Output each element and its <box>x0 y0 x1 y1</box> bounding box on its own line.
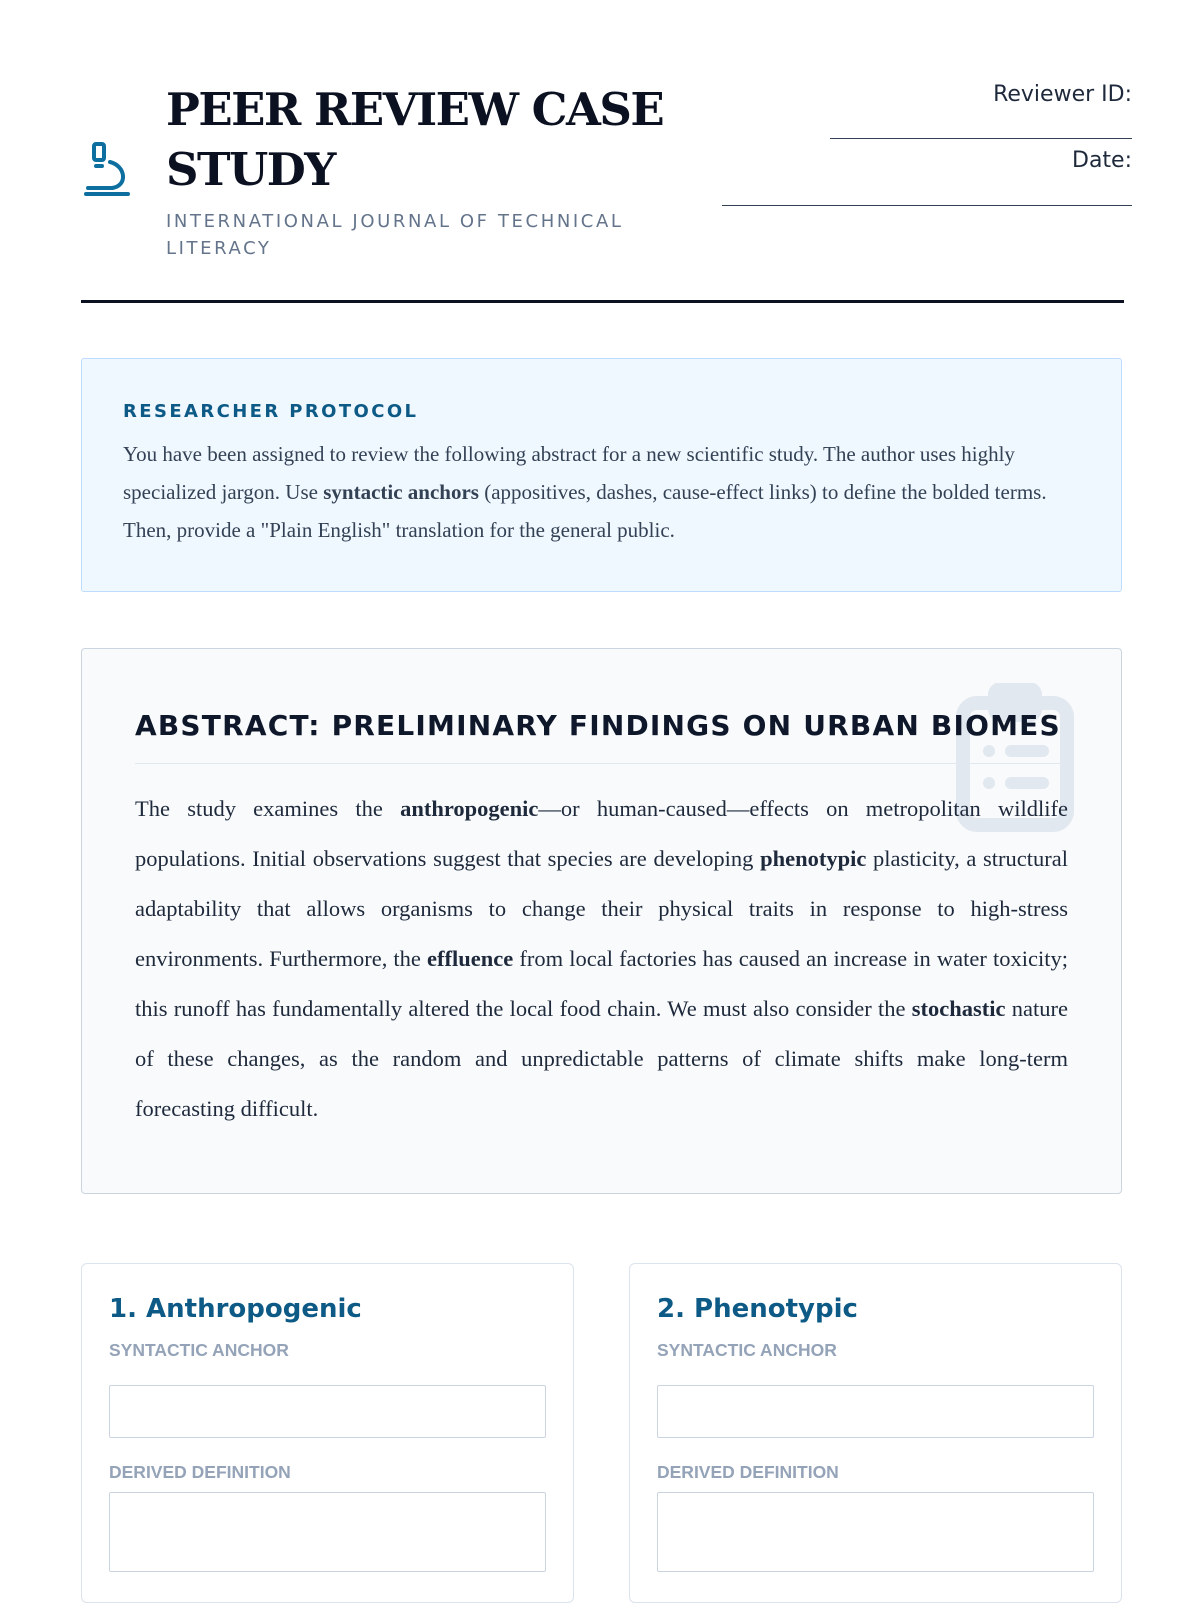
term-stochastic: stochastic <box>911 996 1006 1021</box>
term-anthropogenic: anthropogenic <box>400 796 539 821</box>
syntactic-anchor-label: SYNTACTIC ANCHOR <box>109 1340 289 1360</box>
date-label: Date: <box>1072 148 1132 173</box>
header-divider <box>81 300 1124 303</box>
term-card-anthropogenic <box>81 1263 574 1603</box>
term-card-phenotypic <box>629 1263 1122 1603</box>
abstract-box <box>81 648 1122 1194</box>
researcher-protocol-box <box>81 358 1122 592</box>
protocol-heading: RESEARCHER PROTOCOL <box>123 401 419 422</box>
reviewer-id-field[interactable] <box>830 138 1132 139</box>
syntactic-anchor-input[interactable] <box>657 1385 1094 1438</box>
syntactic-anchor-label: SYNTACTIC ANCHOR <box>657 1340 837 1360</box>
syntactic-anchor-input[interactable] <box>109 1385 546 1438</box>
reviewer-id-label: Reviewer ID: <box>993 82 1132 107</box>
card-title: 1. Anthropogenic <box>109 1294 362 1324</box>
microscope-icon <box>82 140 132 200</box>
card-title: 2. Phenotypic <box>657 1294 858 1324</box>
protocol-text: You have been assigned to review the following abstract for a new scientific study. The author uses highly specialized jargon. Use syntactic anchors (appositives, dashes, cause-effect links) to define the bolded terms. Then, provide a "Plain English" translation for the general public. <box>123 442 1047 542</box>
page-header <box>82 80 1132 302</box>
abstract-divider <box>135 763 1070 764</box>
derived-definition-label: DERIVED DEFINITION <box>109 1462 291 1482</box>
abstract-text: The study examines the anthropogenic—or human-caused—effects on metropolitan wildlife populations. Initial observations suggest that species are developing phenotypic plasticity, a structural adaptability that allows organisms to change their physical traits in response to high-stress environments. Furthermore, the effluence from local factories has caused an increase in water toxicity; this runoff has fundamentally altered the local food chain. We must also consider the stochastic nature of these changes, as the random and unpredictable patterns of climate shifts make long-term forecasting difficult. <box>135 796 1068 1121</box>
derived-definition-input[interactable] <box>109 1492 546 1572</box>
page-title: PEER REVIEW CASE STUDY <box>166 83 664 196</box>
date-field[interactable] <box>722 205 1132 206</box>
journal-subtitle: INTERNATIONAL JOURNAL OF TECHNICAL LITERACY <box>166 211 624 259</box>
derived-definition-label: DERIVED DEFINITION <box>657 1462 839 1482</box>
abstract-heading: ABSTRACT: PRELIMINARY FINDINGS ON URBAN BIOMES <box>135 709 1061 742</box>
bold-term-syntactic-anchors: syntactic anchors <box>323 480 479 504</box>
term-phenotypic: phenotypic <box>760 846 867 871</box>
term-effluence: effluence <box>427 946 514 971</box>
derived-definition-input[interactable] <box>657 1492 1094 1572</box>
